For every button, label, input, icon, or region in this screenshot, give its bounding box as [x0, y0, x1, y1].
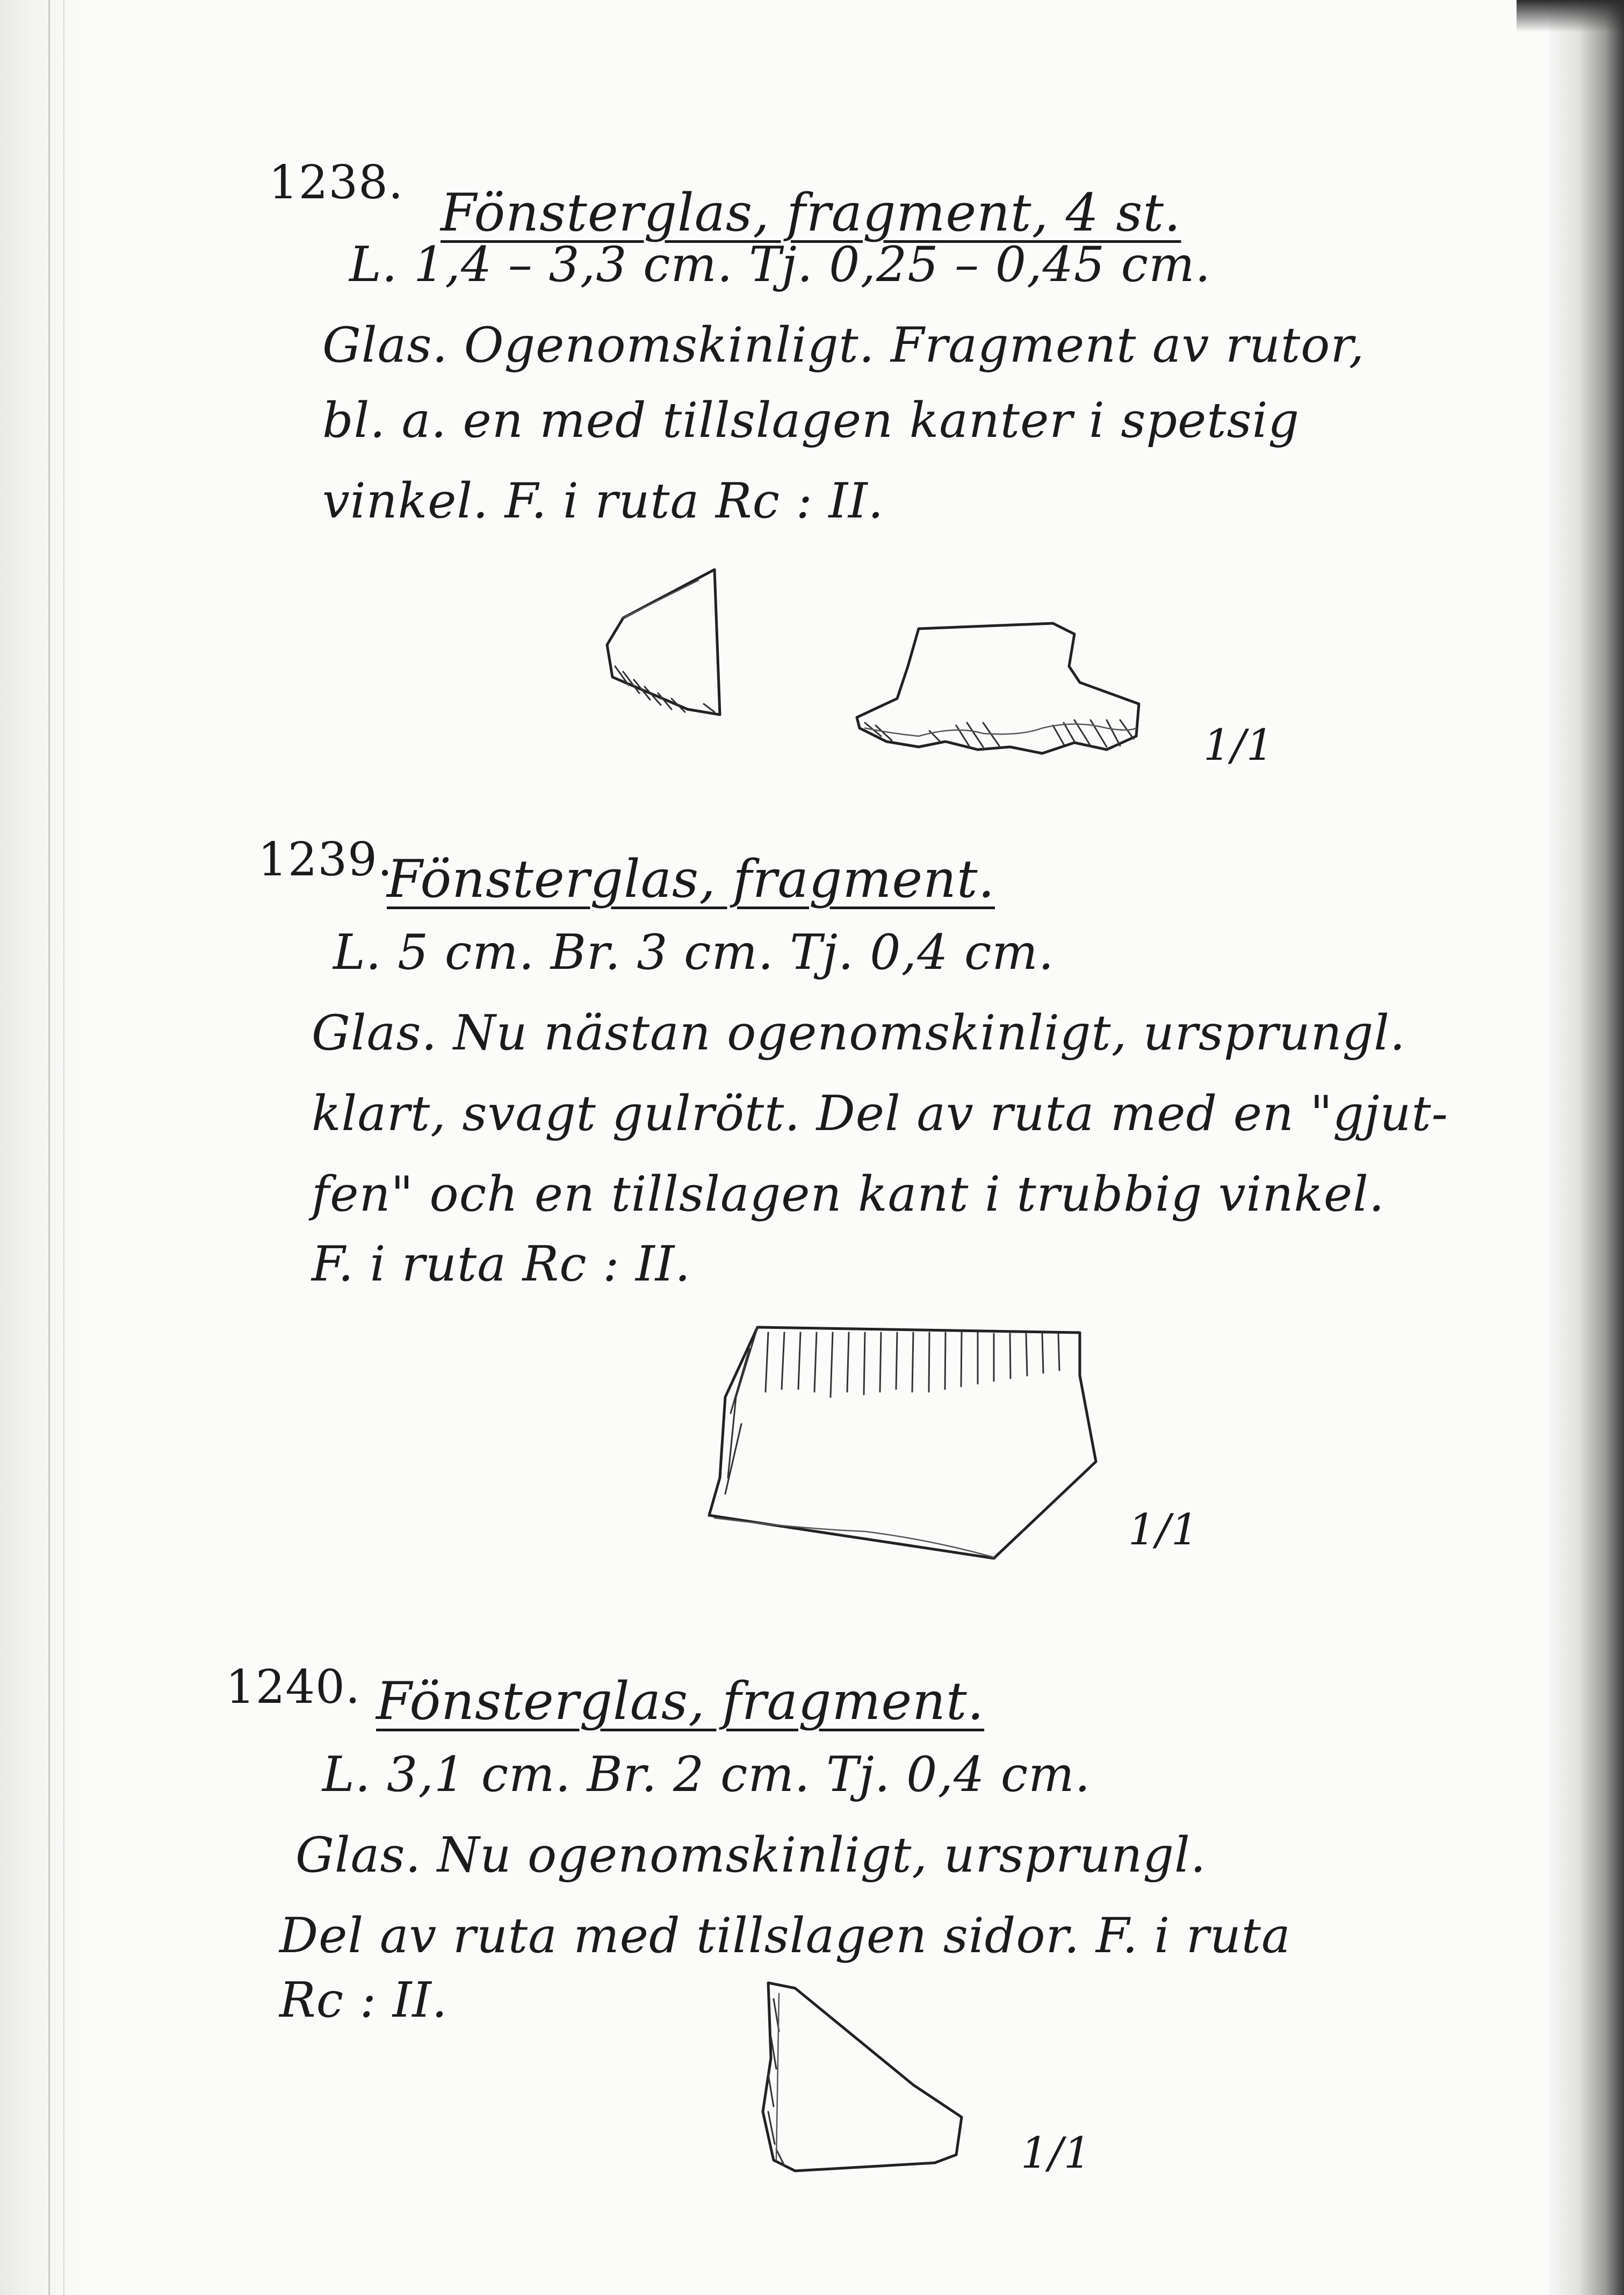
gutter-line [48, 0, 50, 2295]
entry-description-line: Glas. Ogenomskinligt. Fragment av rutor, [322, 317, 1365, 373]
page-edge-shadow [1549, 0, 1624, 2295]
entry-title: Fönsterglas, fragment. [376, 1671, 985, 1731]
entry-title: Fönsterglas, fragment, 4 st. [441, 183, 1181, 243]
entry-description-line: Glas. Nu nästan ogenomskinligt, ursprungl. [312, 1005, 1406, 1061]
entry-description-line: Del av ruta med tillslagen sidor. F. i ruta [279, 1908, 1291, 1964]
binding-gutter [0, 0, 86, 2295]
entry-description-line: Glas. Nu ogenomskinligt, ursprungl. [295, 1827, 1207, 1883]
entry-description-line: F. i ruta Rc : II. [312, 1236, 691, 1292]
scale-label: 1/1 [1203, 720, 1274, 770]
entry-description-line: vinkel. F. i ruta Rc : II. [322, 473, 884, 529]
entry-number: 1238. [269, 156, 404, 210]
fragment-sketch-irregular [849, 618, 1150, 774]
entry-measurements: L. 1,4 – 3,3 cm. Tj. 0,25 – 0,45 cm. [349, 236, 1211, 293]
scale-label: 1/1 [1021, 2128, 1092, 2178]
fragment-sketch-pane [704, 1316, 1101, 1569]
corner-shadow [1517, 0, 1624, 32]
entry-measurements: L. 5 cm. Br. 3 cm. Tj. 0,4 cm. [333, 924, 1055, 981]
entry-number: 1240. [226, 1660, 361, 1714]
entry-measurements: L. 3,1 cm. Br. 2 cm. Tj. 0,4 cm. [322, 1746, 1091, 1803]
entry-number: 1239. [258, 833, 393, 887]
entry-description-line: fen" och en tillslagen kant i trubbig vinkel. [312, 1166, 1385, 1222]
gutter-line [63, 0, 64, 2295]
entry-description-line: Rc : II. [279, 1972, 448, 2028]
fragment-sketch-small [752, 1977, 978, 2182]
entry-title: Fönsterglas, fragment. [387, 849, 995, 909]
fragment-sketch-triangle [591, 559, 725, 720]
scale-label: 1/1 [1128, 1505, 1199, 1555]
entry-description-line: klart, svagt gulrött. Del av ruta med en "gjut- [312, 1085, 1449, 1142]
entry-description-line: bl. a. en med tillslagen kanter i spetsig [322, 392, 1300, 449]
